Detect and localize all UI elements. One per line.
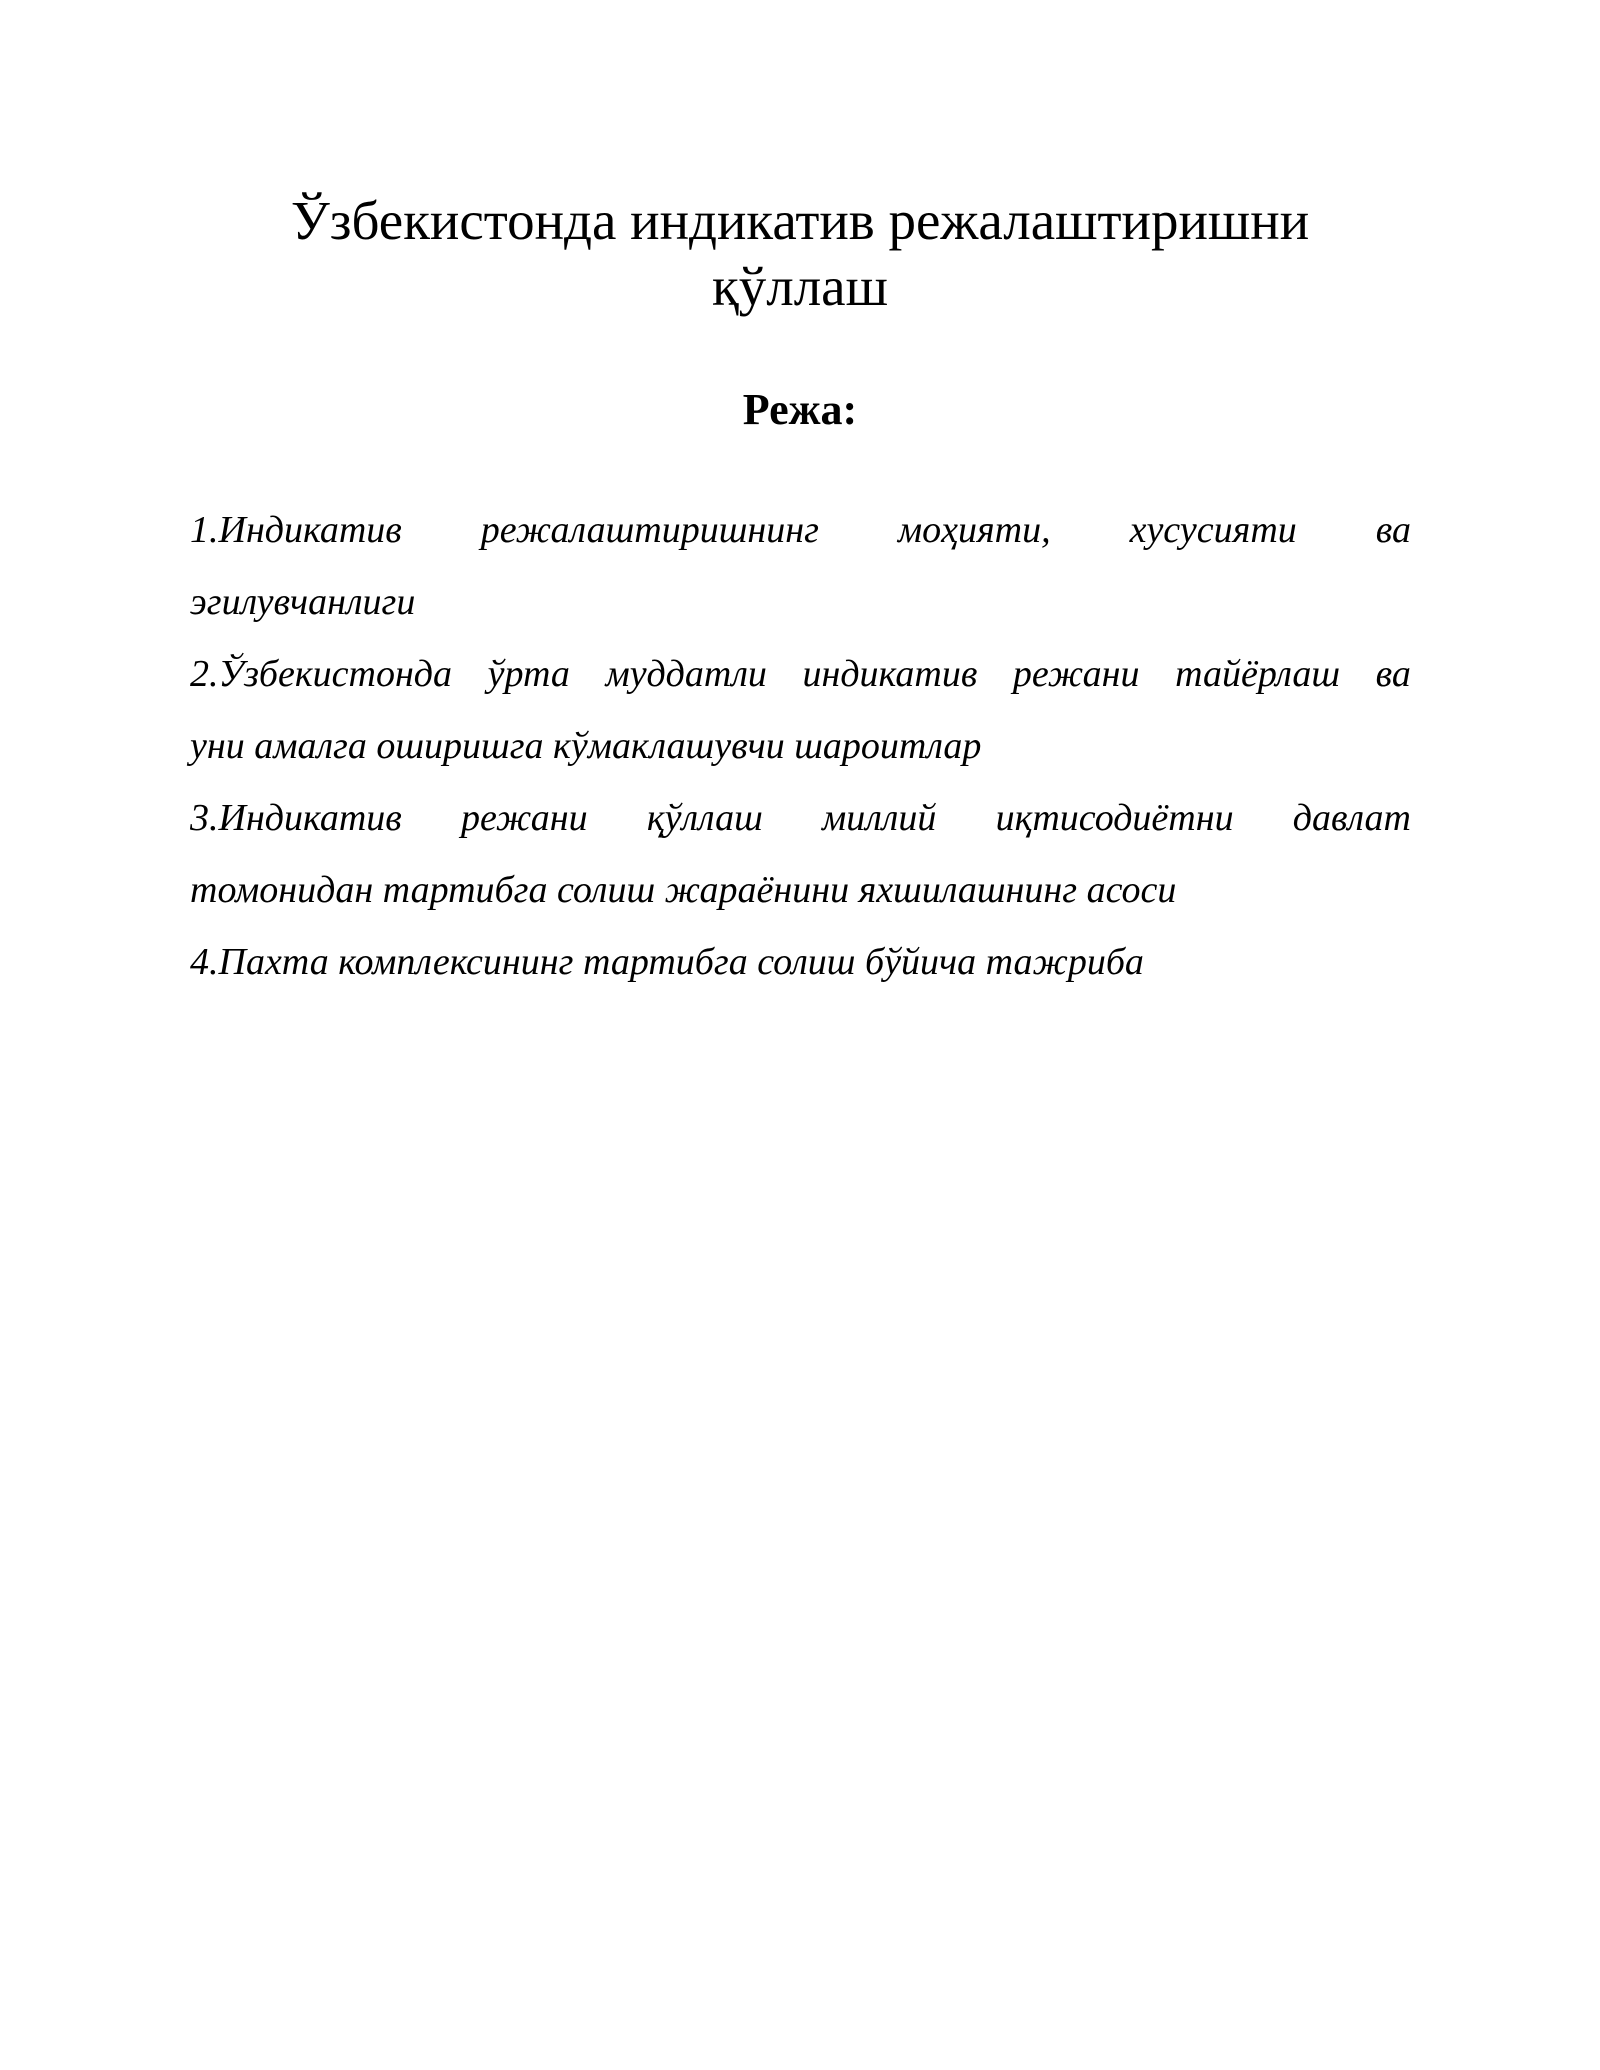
plan-item-word: ва xyxy=(1375,653,1411,695)
plan-item-3 xyxy=(190,782,1411,926)
plan-item-line: уни амалга оширишга кўмаклашувчи шароитлар xyxy=(190,725,982,767)
plan-item-line xyxy=(190,638,1411,710)
plan-item-1 xyxy=(190,494,1411,638)
plan-item-word: индикатив xyxy=(802,653,978,695)
plan-item-word: муддатли xyxy=(605,653,767,695)
plan-item-word: 3.Индикатив xyxy=(190,797,402,839)
plan-item-word: режани xyxy=(461,797,588,839)
plan-item-2 xyxy=(190,638,1411,782)
plan-item-word: ўрта xyxy=(487,653,570,695)
plan-item-line xyxy=(190,494,1411,566)
plan-item-word: қўллаш xyxy=(646,797,763,839)
plan-item-word: хусусияти xyxy=(1129,509,1297,551)
plan-item-word: режалаштиришнинг xyxy=(480,509,819,551)
plan-item-word: миллий xyxy=(821,797,937,839)
plan-item-word: давлат xyxy=(1292,797,1411,839)
plan-item-line: эгилувчанлиги xyxy=(190,581,416,623)
plan-item-word: 2.Ўзбекистонда xyxy=(190,653,453,695)
document-title-line: Ўзбекистонда индикатив режалаштиришни xyxy=(290,190,1310,251)
plan-item-word: 1.Индикатив xyxy=(190,509,402,551)
plan-item-word: ва xyxy=(1375,509,1411,551)
plan-item-word: режани xyxy=(1012,653,1140,695)
plan-item-line xyxy=(190,782,1411,854)
plan-item-line: томонидан тартибга солиш жараёнини яхшилашнинг асоси xyxy=(190,869,1177,911)
document-title-line: қўллаш xyxy=(712,256,888,317)
plan-item-line: 4.Пахта комплексининг тартибга солиш бўйича тажриба xyxy=(190,941,1144,983)
plan-item-word: иқтисодиётни xyxy=(995,797,1234,839)
plan-item-word: тайёрлаш xyxy=(1175,653,1341,695)
plan-item-word: моҳияти, xyxy=(897,509,1051,551)
plan-list xyxy=(190,494,1411,998)
plan-item-4 xyxy=(190,926,1411,998)
document-title xyxy=(190,188,1410,320)
plan-heading: Режа: xyxy=(742,385,858,434)
